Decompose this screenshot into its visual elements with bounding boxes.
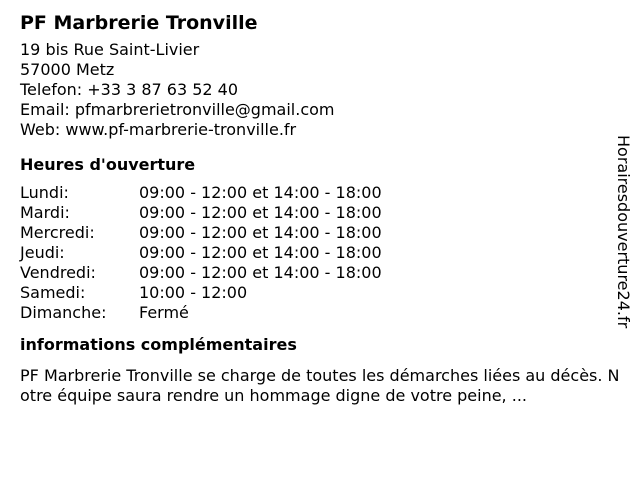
time-value: Fermé <box>139 303 189 322</box>
web-line[interactable]: Web: www.pf-marbrerie-tronville.fr <box>20 120 297 139</box>
additional-info-heading: informations complémentaires <box>20 335 297 354</box>
time-value: 09:00 - 12:00 et 14:00 - 18:00 <box>139 183 382 202</box>
street-address: 19 bis Rue Saint-Livier <box>20 40 200 59</box>
day-label: Mercredi: <box>20 223 95 242</box>
business-card <box>20 10 620 406</box>
additional-info-text: PF Marbrerie Tronville se charge de toutes les démarches liées au décès. Notre équipe saura rendre un hommage digne de votre peine, ... <box>20 366 620 405</box>
hours-row-friday <box>20 263 620 283</box>
site-watermark: Horairesdouverture24.fr <box>614 135 633 329</box>
hours-row-wednesday <box>20 223 620 243</box>
address-block <box>20 40 620 140</box>
hours-row-monday <box>20 183 620 203</box>
city-postal: 57000 Metz <box>20 60 115 79</box>
time-value: 09:00 - 12:00 et 14:00 - 18:00 <box>139 263 382 282</box>
phone-line[interactable]: Telefon: +33 3 87 63 52 40 <box>20 80 239 99</box>
time-value: 09:00 - 12:00 et 14:00 - 18:00 <box>139 203 382 222</box>
business-name: PF Marbrerie Tronville <box>20 12 258 34</box>
day-label: Jeudi: <box>20 243 65 262</box>
email-line[interactable]: Email: pfmarbrerietronville@gmail.com <box>20 100 335 119</box>
hours-row-tuesday <box>20 203 620 223</box>
hours-row-saturday <box>20 283 620 303</box>
time-value: 09:00 - 12:00 et 14:00 - 18:00 <box>139 243 382 262</box>
day-label: Lundi: <box>20 183 69 202</box>
day-label: Samedi: <box>20 283 86 302</box>
hours-row-sunday <box>20 303 620 323</box>
time-value: 09:00 - 12:00 et 14:00 - 18:00 <box>139 223 382 242</box>
hours-row-thursday <box>20 243 620 263</box>
opening-hours-heading: Heures d'ouverture <box>20 155 196 174</box>
day-label: Dimanche: <box>20 303 107 322</box>
time-value: 10:00 - 12:00 <box>139 283 248 302</box>
day-label: Vendredi: <box>20 263 96 282</box>
opening-hours-table <box>20 183 620 323</box>
day-label: Mardi: <box>20 203 70 222</box>
